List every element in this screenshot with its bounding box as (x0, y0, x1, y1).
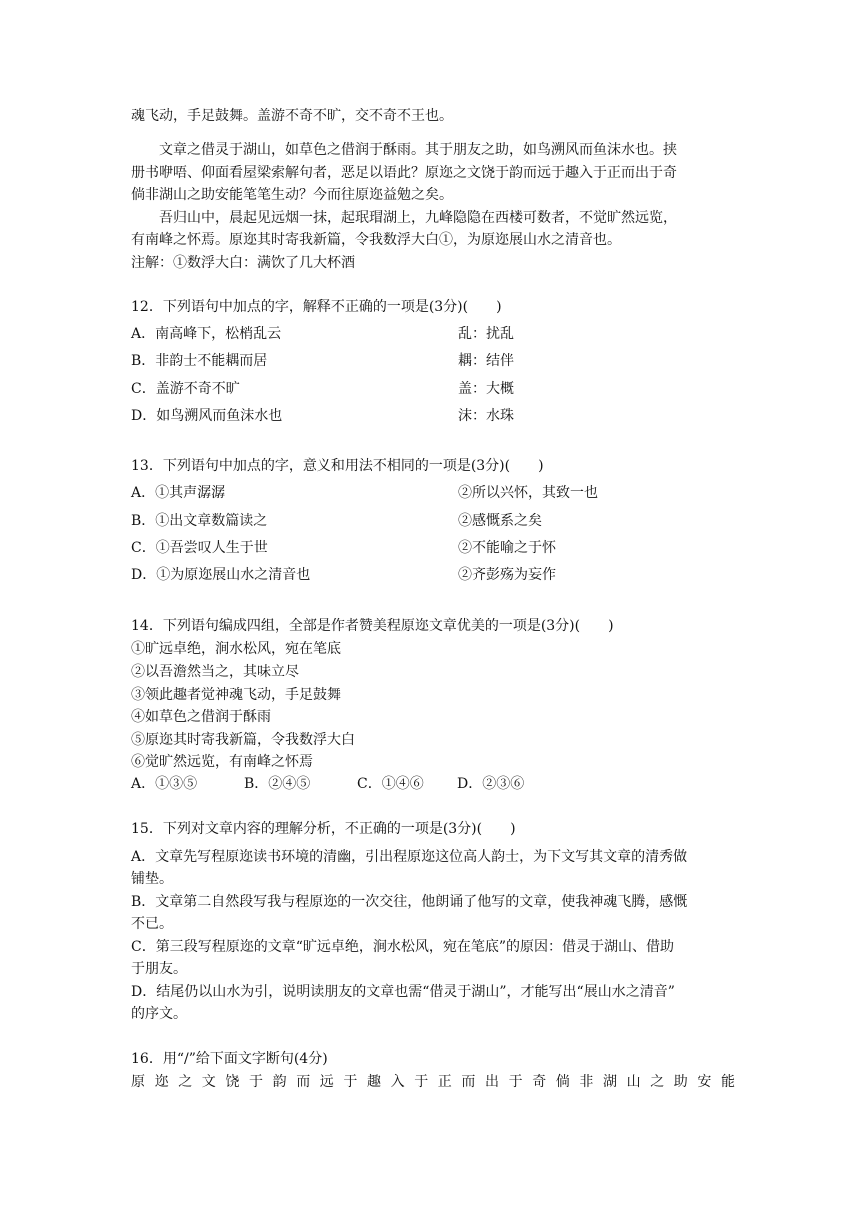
option-d-first[interactable]: D．①为原迩展山水之清音也 (131, 567, 311, 583)
option-a-second: ②所以兴怀，其致一也 (458, 485, 598, 501)
choice-b[interactable]: B．②④⑤ (244, 776, 311, 792)
option-b-cont: 不已。 (131, 916, 173, 932)
option-b-first[interactable]: B．①出文章数篇读之 (131, 513, 268, 529)
option-c-cont: 于朋友。 (131, 961, 187, 977)
choice-c[interactable]: C．①④⑥ (357, 776, 424, 792)
passage-line: 魂飞动，手足鼓舞。盖游不奇不旷，交不奇不王也。 (131, 108, 453, 124)
option-b[interactable]: B．文章第二自然段写我与程原迩的一次交往，他朗诵了他写的文章，使我神魂飞腾，感慨 (131, 894, 688, 910)
option-d-gloss: 沫：水珠 (458, 408, 514, 424)
list-item: ④如草色之借润于酥雨 (131, 709, 271, 725)
choice-d[interactable]: D．②③⑥ (457, 776, 525, 792)
option-b-gloss: 耦：结伴 (458, 353, 514, 369)
option-c-gloss: 盖：大概 (458, 381, 514, 397)
passage-line: 有南峰之怀焉。原迩其时寄我新篇，令我数浮大白①，为原迩展山水之清音也。 (131, 232, 621, 248)
annotation-note: 注解：①数浮大白：满饮了几大杯酒 (131, 255, 355, 271)
option-d-second: ②齐彭殇为妄作 (458, 567, 556, 583)
list-item: ①旷远卓绝，涧水松风，宛在笔底 (131, 641, 341, 657)
option-d-cont: 的序文。 (131, 1006, 187, 1022)
option-d[interactable]: D．如鸟溯风而鱼沫水也 (131, 408, 283, 424)
option-c-first[interactable]: C．①吾尝叹人生于世 (131, 540, 268, 556)
option-d[interactable]: D．结尾仍以山水为引，说明读朋友的文章也需“借灵于湖山”，才能写出“展山水之清音” (131, 984, 675, 1000)
choice-a[interactable]: A．①③⑤ (131, 776, 198, 792)
list-item: ③领此趣者觉神魂飞动，手足鼓舞 (131, 687, 341, 703)
passage-line: 册书咿唔、仰面看屋梁索解句者，恶足以语此？原迩之文饶于韵而远于趣入于正而出于奇 (131, 165, 677, 181)
passage-line: 倘非湖山之助安能笔笔生动？今而往原迩益勉之矣。 (131, 187, 453, 203)
question-stem: 14．下列语句编成四组，全部是作者赞美程原迩文章优美的一项是(3分)( ) (131, 618, 614, 634)
list-item: ⑥觉旷然远览，有南峰之怀焉 (131, 754, 313, 770)
option-c[interactable]: C．盖游不奇不旷 (131, 381, 240, 397)
list-item: ⑤原迩其时寄我新篇，令我数浮大白 (131, 732, 355, 748)
list-item: ②以吾澹然当之，其味立尽 (131, 664, 299, 680)
option-b-second: ②感慨系之矣 (458, 513, 542, 529)
option-a-first[interactable]: A．①其声潺潺 (131, 485, 226, 501)
passage-line: 文章之借灵于湖山，如草色之借润于酥雨。其于朋友之助，如鸟溯风而鱼沫水也。挟 (159, 142, 677, 158)
option-a-cont: 铺垫。 (131, 871, 173, 887)
option-a[interactable]: A．文章先写程原迩读书环境的清幽，引出程原迩这位高人韵士，为下文写其文章的清秀做 (131, 849, 688, 865)
option-a[interactable]: A．南高峰下，松梢乱云 (131, 326, 282, 342)
punctuation-text[interactable]: 原迩之文饶于韵而远于趣入于正而出于奇倘非湖山之助安能 (131, 1074, 745, 1090)
question-stem: 13．下列语句中加点的字，意义和用法不相同的一项是(3分)( ) (131, 458, 544, 474)
question-stem: 12．下列语句中加点的字，解释不正确的一项是(3分)( ) (131, 299, 502, 315)
option-c-second: ②不能喻之于怀 (458, 540, 556, 556)
question-stem: 16．用“/”给下面文字断句(4分) (131, 1051, 328, 1067)
question-stem: 15．下列对文章内容的理解分析，不正确的一项是(3分)( ) (131, 821, 516, 837)
passage-line: 吾归山中，晨起见远烟一抹，起珉瑁湖上，九峰隐隐在西楼可数者，不觉旷然远览， (159, 210, 677, 226)
option-b[interactable]: B．非韵士不能耦而居 (131, 353, 268, 369)
option-a-gloss: 乱：扰乱 (458, 326, 514, 342)
option-c[interactable]: C．第三段写程原迩的文章“旷远卓绝，涧水松风，宛在笔底”的原因：借灵于湖山、借助 (131, 939, 675, 955)
choice-row (131, 773, 741, 795)
